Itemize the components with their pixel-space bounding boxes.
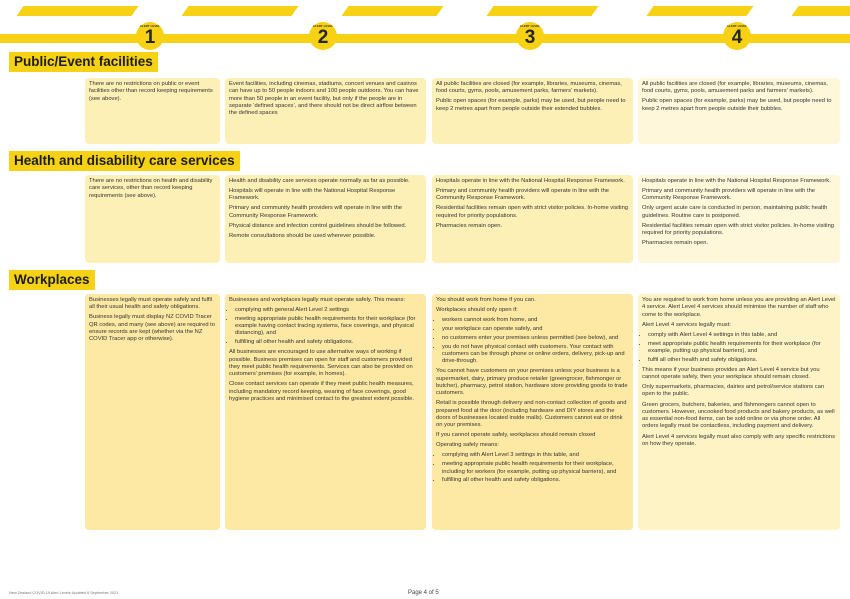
alert-level-caption: ALERT LEVEL xyxy=(312,24,334,28)
footer-document-info: New Zealand COVID-19 Alert Levels Updated 6 September 2021 xyxy=(9,591,119,595)
cell-text: If you cannot operate safely, workplaces should remain closed xyxy=(436,432,596,439)
cell-text: Public open spaces (for example, parks) may be used, but people need to keep 2 metres apart from people outside their extended bubbles. xyxy=(436,98,626,112)
cell-text: Pharmacies remain open. xyxy=(436,222,503,229)
requirements-list xyxy=(229,307,422,346)
page-number: Page 4 of 5 xyxy=(408,590,439,596)
cell-text: Remote consultations should be used wherever possible. xyxy=(229,232,376,239)
public-facilities-level-2-cell xyxy=(225,78,426,144)
cell-text: Pharmacies remain open. xyxy=(642,240,709,247)
cell-text: Alert Level 4 services legally must also comply with any specific restrictions on how they operate. xyxy=(642,433,835,447)
list-item: • complying with general Alert Level 2 settings xyxy=(235,307,422,314)
cell-text: There are no restrictions on health and disability care services, other than record keeping requirements (see above). xyxy=(89,178,213,199)
cell-text: Event facilities, including cinemas, stadiums, concert venues and casinos can have up to 50 people indoors and 100 people outdoors. You can have more than 50 people in an event facility, but only if the people are in separate ‘defined spaces’, and there should not be direct airflow between the defined spaces xyxy=(229,81,419,117)
cell-text: All businesses are encouraged to use alternative ways of working if possible. Business premises can open for staff and customers provided they meet public health requirements. Services can also be provided on customers’ premises (for example, in homes). xyxy=(229,349,413,378)
list-item: • meeting appropriate public health requirements for their workplace, including for workers (for example, putting up physical barriers), and xyxy=(442,461,629,476)
alert-level-number: 1 xyxy=(144,27,156,48)
cell-text: Only urgent acute care is conducted in person, maintaining public health guidelines. Routine care is postponed. xyxy=(642,205,828,219)
workplaces-level-1-cell xyxy=(85,294,220,530)
list-item: • meeting appropriate public health requirements for their workplace (for example having contact tracing systems, face coverings, and physical distancing), and xyxy=(235,316,422,338)
header-stripe xyxy=(181,6,298,16)
header-stripe xyxy=(646,6,753,16)
cell-text: Physical distance and infection control guidelines should be followed. xyxy=(229,222,407,229)
public-facilities-level-4-cell xyxy=(638,78,840,144)
health-services-level-2-cell xyxy=(225,175,426,263)
cell-text: Only supermarkets, pharmacies, dairies and petrol/service stations can open to the public. xyxy=(642,384,825,398)
cell-text: Primary and community health providers will operate in line with the Community Response Framework. xyxy=(229,205,403,219)
list-item: • no customers enter your premises unless permitted (see below), and xyxy=(442,335,629,342)
cell-text: There are no restrictions on public or event facilities other than record keeping requirements (see above). xyxy=(89,81,213,102)
cell-text: Hospitals will operate in line with the National Hospital Response Framework. xyxy=(229,188,396,202)
cell-text: Residential facilities remain open with strict visitor policies. In-home visiting required for priority populations. xyxy=(436,205,629,219)
list-item: • your workplace can operate safely, and xyxy=(442,326,629,333)
workplaces-level-4-cell xyxy=(638,294,840,530)
health-services-level-3-cell xyxy=(432,175,633,263)
cell-text: You are required to work from home unless you are providing an Alert Level 4 service. Alert Level 4 services should minimise the number of staff who come to the workplace. xyxy=(642,297,836,318)
list-item: • complying with Alert Level 3 settings in this table, and xyxy=(442,452,629,459)
cell-text: This means if your business provides an Alert Level 4 service but you cannot operate safely, then your workplace should remain closed. xyxy=(642,366,820,381)
list-item: • fulfil all other health and safety obligations. xyxy=(648,357,836,364)
cell-text: Hospitals operate in line with the National Hospital Response Framework. xyxy=(436,178,625,184)
alert-level-caption: ALERT LEVEL xyxy=(139,24,161,28)
cell-text: Health and disability care services operate normally as far as possible. xyxy=(229,178,410,184)
header-stripe xyxy=(16,6,138,16)
alert-level-4-marker xyxy=(723,22,751,50)
cell-text: Workplaces should only open if: xyxy=(436,307,518,314)
cell-text: Residential facilities remain open with strict visitor policies. In-home visiting required for priority populations. xyxy=(642,222,835,237)
list-item: • fulfilling all other health and safety obligations. xyxy=(235,339,422,346)
list-item: • comply with Alert Level 4 settings in this table, and xyxy=(648,332,836,339)
cell-text: Primary and community health providers will operate in line with the Community Response Framework. xyxy=(436,188,610,202)
cell-text: You should work from home if you can. xyxy=(436,297,536,303)
requirements-list xyxy=(436,452,629,484)
health-services-level-1-cell xyxy=(85,175,220,263)
header-stripe xyxy=(791,6,850,16)
section-heading-public-facilities: Public/Event facilities xyxy=(9,52,158,72)
alert-level-number: 3 xyxy=(524,27,536,48)
alert-level-number: 2 xyxy=(317,27,329,48)
cell-text: You cannot have customers on your premises unless your business is a supermarket, dairy, primary produce retailer (greengrocer, fishmonger or butcher), pharmacy, petrol station, hardware store providing goods to trade customers. xyxy=(436,368,628,397)
public-facilities-level-3-cell xyxy=(432,78,633,144)
cell-text: Businesses and workplaces legally must operate safely. This means: xyxy=(229,297,406,303)
cell-text: Business legally must display NZ COVID Tracer QR codes, and many (see above) are required to ensure records are kept (whether via the NZ COVID Tracer app or otherwise). xyxy=(89,314,215,343)
alert-level-header-band xyxy=(0,0,850,50)
alert-level-3-marker xyxy=(516,22,544,50)
section-heading-workplaces: Workplaces xyxy=(9,270,95,290)
cell-text: Close contact services can operate if they meet public health measures, including mandatory record keeping, wearing of face coverings, good hygiene practices and minimised contact to the greatest extent possible. xyxy=(229,381,414,402)
list-item: • meet appropriate public health requirements for their workplace (for example, putting up physical barriers), and xyxy=(648,341,836,356)
cell-text: Businesses legally must operate safely and fulfil all their usual health and safety obligations. xyxy=(89,297,213,311)
public-facilities-level-1-cell xyxy=(85,78,220,144)
list-item: • you do not have physical contact with customers. Your contact with customers can be through phone or online orders, delivery, pick-up and drive-through. xyxy=(442,344,629,366)
cell-text: Retail is possible through delivery and non-contact collection of goods and prepared food at the door (including hardware and DIY stores and the doors of businesses located inside malls). Customers cannot eat or drink on your premises. xyxy=(436,400,627,429)
cell-text: Hospitals operate in line with the National Hospital Response Framework. xyxy=(642,178,831,184)
section-heading-health-services: Health and disability care services xyxy=(9,151,240,171)
alert-level-number: 4 xyxy=(731,27,743,48)
alert-level-2-marker xyxy=(309,22,337,50)
alert-level-caption: ALERT LEVEL xyxy=(519,24,541,28)
cell-text: Operating safely means: xyxy=(436,442,499,449)
cell-text: Green grocers, butchers, bakeries, and fishmongers cannot open to customers. However, uncooked food products and bakery products, as well as essential non-food items, can be sold online or via phone order. All orders legally must be contactless, including payment and delivery. xyxy=(642,401,835,430)
alert-level-1-marker xyxy=(136,22,164,50)
list-item: • workers cannot work from home, and xyxy=(442,317,629,324)
alert-level-caption: ALERT LEVEL xyxy=(726,24,748,28)
cell-text: Alert Level 4 services legally must: xyxy=(642,321,731,328)
cell-text: Primary and community health providers will operate in line with the Community Response Framework. xyxy=(642,188,816,202)
list-item: • fulfilling all other health and safety obligations. xyxy=(442,477,629,484)
cell-text: All public facilities are closed (for example, libraries, museums, cinemas, food courts, gyms, pools, amusement parks, farmers’ markets). xyxy=(436,81,622,95)
cell-text: All public facilities are closed (for example, libraries, museums, cinemas, food courts, gyms, pools, amusement parks and farmers’ markets). xyxy=(642,81,828,95)
header-stripe xyxy=(486,6,598,16)
workplaces-level-3-cell xyxy=(432,294,633,530)
requirements-list xyxy=(642,332,836,364)
cell-text: Public open spaces (for example, parks) may be used, but people need to keep 2 metres apart from people outside their bubbles. xyxy=(642,98,832,112)
workplaces-level-2-cell xyxy=(225,294,426,530)
header-stripe xyxy=(341,6,443,16)
health-services-level-4-cell xyxy=(638,175,840,263)
conditions-list xyxy=(436,317,629,365)
